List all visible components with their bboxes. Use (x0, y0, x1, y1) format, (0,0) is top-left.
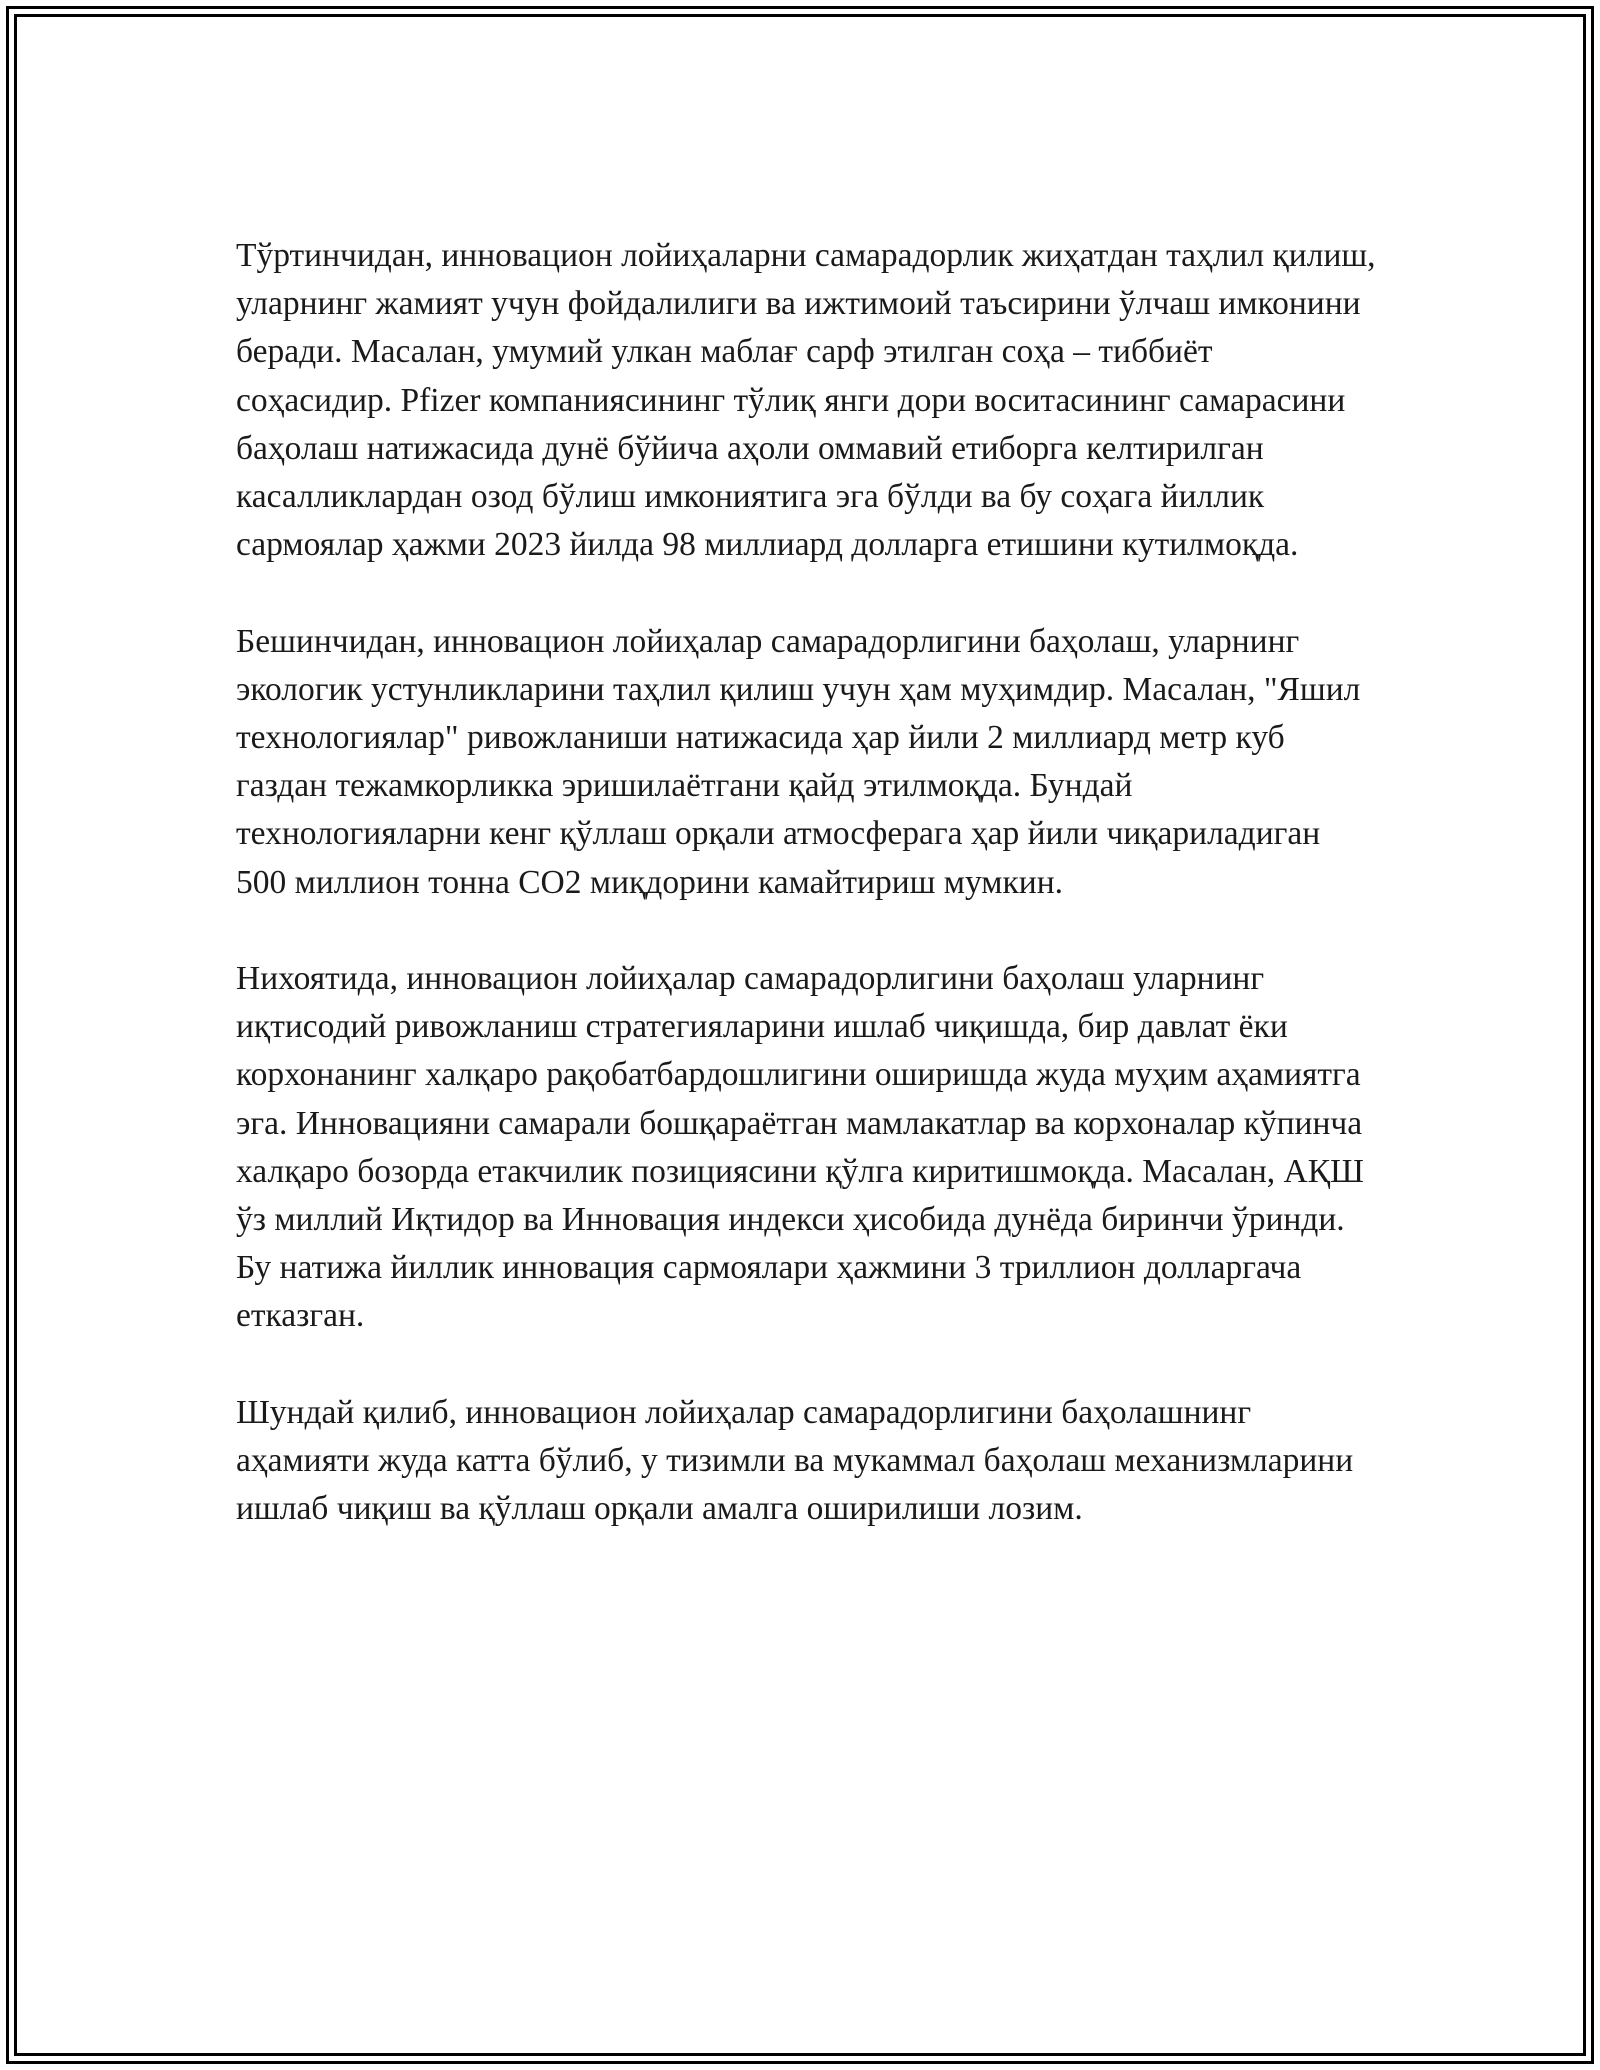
paragraph-4: Шундай қилиб, инновацион лойиҳалар самарадорлигини баҳолашнинг аҳамияти жуда катта бўлиб, у тизимли ва мукаммал баҳолаш механизмларини ишлаб чиқиш ва қўллаш орқали амалга оширилиши лозим. (236, 1393, 1354, 1528)
document-body (236, 232, 1376, 1582)
paragraph-3: Нихоятида, инновацион лойиҳалар самарадорлигини баҳолаш уларнинг иқтисодий ривожланиш стратегияларини ишлаб чиқишда, бир давлат ёки корхонанинг халқаро рақобатбардошлигини оширишда жуда муҳим аҳамиятга эга. Инновацияни самарали бошқараётган мамлакатлар ва корхоналар кўпинча халқаро бозорда етакчилик позициясини қўлга киритишмоқда. Масалан, АҚШ ўз миллий Иқтидор ва Инновация индекси ҳисобида дунёда биринчи ўринди. Бу натижа йиллик инновация сармоялари ҳажмини 3 триллион долларгача етказган. (236, 960, 1364, 1335)
paragraph-2: Бешинчидан, инновацион лойиҳалар самарадорлигини баҳолаш, уларнинг экологик устунликларини таҳлил қилиш учун ҳам муҳимдир. Масалан, "Яшил технологиялар" ривожланиши натижасида ҳар йили 2 миллиард метр куб газдан тежамкорликка эришилаётгани қайд этилмоқда. Бундай технологияларни кенг қўллаш орқали атмосферага ҳар йили чиқариладиган 500 миллион тонна CO2 миқдорини камайтириш мумкин. (236, 622, 1361, 901)
paragraph-1: Тўртинчидан, инновацион лойиҳаларни самарадорлик жиҳатдан таҳлил қилиш, уларнинг жамият учун фойдалилиги ва ижтимоий таъсирини ўлчаш имконини беради. Масалан, умумий улкан маблағ сарф этилган соҳа – тиббиёт соҳасидир. Pfizer компаниясининг тўлиқ янги дори воситасининг самарасини баҳолаш натижасида дунё бўйича аҳоли оммавий етиборга келтирилган касалликлардан озод бўлиш имкониятига эга бўлди ва бу соҳага йиллик сармоялар ҳажми 2023 йилда 98 миллиард долларга етишини кутилмоқда. (236, 237, 1376, 564)
